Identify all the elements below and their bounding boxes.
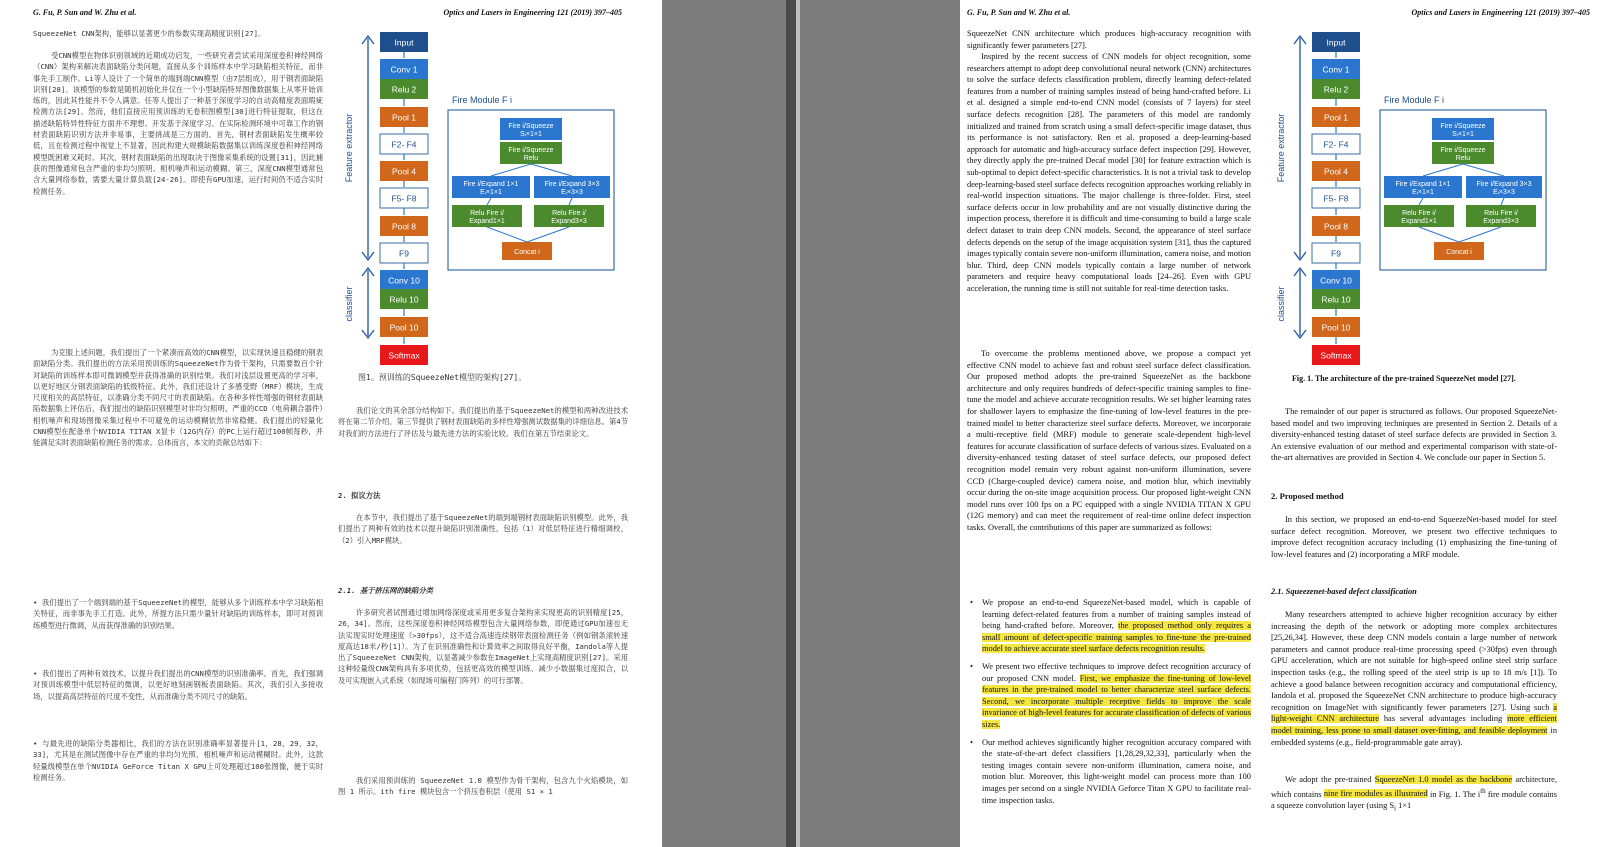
layer-label: F5- F8 xyxy=(391,193,417,204)
feature-extractor-label: Feature extractor xyxy=(1276,113,1286,183)
layer-label: Conv 1 xyxy=(390,64,418,75)
layer-label: Conv 1 xyxy=(1322,64,1350,75)
right-header-authors: G. Fu, P. Sun and W. Zhu et al. xyxy=(967,8,1071,17)
layer-label: Pool 8 xyxy=(391,221,417,232)
concat-box-label: Concat i xyxy=(1446,248,1472,256)
layer-label: Relu 2 xyxy=(1323,84,1349,95)
right-header-journal: Optics and Lasers in Engineering 121 (2019) 397–405 xyxy=(1411,8,1590,17)
layer-label: Relu 2 xyxy=(391,84,417,95)
layer-label: F9 xyxy=(399,248,409,259)
squeezenet-architecture-diagram xyxy=(1272,28,1562,373)
layer-label: F2- F4 xyxy=(391,139,417,150)
layer-label: Pool 8 xyxy=(1323,221,1349,232)
highlight[interactable]: more efficient model training, less prone to small dataset over-fitting, and feasible deployment xyxy=(1271,714,1557,735)
left-sec21-p1: 许多研究者试图通过增加网络深度或采用更多复合架构来实现更高的识别精度[25，26，34]。然而，这些深度卷积神经网络模型包含大量网络参数，即使通过GPU加速也无法实现实时处理速度（>30fps），这不适合高速连续钢带表面检测任务（例如钢条滚转速度高达18米/秒[1]）。为了在识别准确性和计算效率之间取得良好平衡，Iandola等人提出了SqueezeNet CNN架构，以显著减少参数在ImageNet上实现高精度识别[27]。采用这种轻量级CNN架构具有多项优势，包括更高效的模型训练、减少小数据集过度拟合，以及可实现嵌入式系统（如现场可编程门阵列）的可行部署。 xyxy=(338,608,628,685)
fire-connectors xyxy=(487,164,572,242)
left-para1: 受CNN模型在物体识别领域的近期成功启发，一些研究者尝试采用深度卷积神经网络（CNN）架构来解决表面缺陷分类问题，直接从多个训练样本中学习缺陷相关特征，而非事先手工制作。Li等人设计了一个简单的端到端CNN模型（由7层组成），用于钢表面缺陷识别[28]。该模型的参数是随机初始化并仅在一个小型缺陷特异图像数据集上从零开始训练的，因此其性能并不令人满意。任等人提出了一种基于深度学习的自动高精度表面瑕疵检测方法[29]。然而，他们直接应用预训练的无卷积图模型[30]进行特征提取，但这在描述缺陷特异性特征方面并不理想。开发基于深度学习、在实际检测环境中可靠工作的钢材表面缺陷识别方法并非易事，主要挑战是三方面的。首先，钢材表面缺陷发生概率较低，且在检测过程中视觉上不显著，因此构建大规模缺陷数据集以训练深度卷积神经网络模型既困难又耗时。其次，钢材表面缺陷的出现取决于图像采集系统的设置[31]，因此捕获的图像通常包含严重的非均匀照明、相机噪声和运动模糊。第三，深度CNN模型通常包含大量网络参数，需要大量计算负载[24-26]。即使有GPU加速，运行时间仍不适合实时检测任务。 xyxy=(33,51,323,196)
highlight[interactable]: SqueezeNet 1.0 model as the backbone xyxy=(1374,775,1513,784)
concat-box-label: Concat i xyxy=(514,248,540,256)
layer-label: Conv 10 xyxy=(388,275,420,286)
classifier-bracket xyxy=(1294,268,1306,338)
expand1-box-label: Fire i/Expand 1×1 Eᵢ×1×1 xyxy=(1395,180,1451,197)
feature-extractor-bracket xyxy=(362,36,374,260)
fire-connectors xyxy=(1419,164,1504,242)
classifier-label: classifier xyxy=(1276,286,1286,322)
left-figure-1 xyxy=(340,28,630,373)
viewer-split-edge xyxy=(796,0,800,847)
right-bullet-2: • We present two effective techniques to improve defect recognition accuracy of our proposed CNN model. First, we emphasize the fine-tuning of low-level features in the pre-trained model to better characterize steel surface defects. Second, we incorporate multiple receptive fields to improve the scale invariance of high-level features for accurate classification of defects of various sizes. xyxy=(970,661,1251,731)
left-page[interactable] xyxy=(0,0,662,847)
squeezenet-architecture-diagram xyxy=(340,28,630,373)
viewer-gutter xyxy=(662,0,960,847)
layer-label: Input xyxy=(394,37,414,48)
left-sec2-title: 2. 拟议方法 xyxy=(338,491,381,500)
right-sec2-title: 2. Proposed method xyxy=(1271,491,1344,501)
left-intro-line: SqueezeNet CNN架构，能够以显著更少的参数实现高精度识别[27]。 xyxy=(33,29,266,38)
right-para1: Inspired by the recent success of CNN models for object recognition, some researchers attempt to adopt deep convolutional neural network (CNN) architectures to solve the surface defects classification problem, directly learning defect-related features from a number of training samples instead of being hand-crafted before. Li et al. designed a simple end-to-end CNN model (consists of 7 layers) for steel surface defects recognition [28]. The parameters of this model are randomly initialized and trained from scratch using a small defect-specific image dataset, thus its performance is not satisfactory. Ren et al. proposed a deep-learning-based approach for automatic and high-accuracy surface defect inspection [29]. However, they directly apply the pre-trained Decaf model [30] for feature extraction which is sub-optimal to depict defect-specific characteristics. It is not a trivial task to develop deep-learning-based steel surface defects recognition approaches working reliably in real-world inspection situations. The major challenge is three-folder. First, steel surface defects occur in low probability and are not visually distinctive during the inspection process, therefore it is difficult and time-consuming to build a large scale defect dataset to train deep CNN models. Second, the appearance of steel surface defects depends on the setup of the image acquisition system [31], thus the captured images typically contain severe non-uniform illumination, camera noise, and motion blur. Third, deep CNN models typically contain a large number of network parameters and require heavy computational loads [24–26]. Even with GPU acceleration, the running time is still not suitable for real-time detection tasks. xyxy=(967,52,1251,293)
layer-label: Pool 10 xyxy=(1321,322,1351,333)
left-fig-caption: 图1。预训练的SqueezeNet模型的架构[27]。 xyxy=(358,373,527,382)
fire-module-title: Fire Module F i xyxy=(452,95,513,105)
feature-extractor-bracket xyxy=(1294,36,1306,260)
right-para2: To overcome the problems mentioned above, we propose a compact yet effective CNN model to achieve fast and robust steel surface defect classification. Our proposed method adopts the pre-trained SqueezeNet as the backbone architecture and only requires hundreds of defect-specific training samples to fine-tune the model and achieve accurate recognition results. We set higher learning rates for shallower layers to emphasize the fine-tuning of low-level features in the pre-trained model to better characterize steel surface defects. Moreover, we incorporate a multi-receptive field (MRF) module to generate scale-dependent high-level features for accurate classification of surface defects of various sizes. Evaluated on a diversity-enhanced testing dataset of steel surface defects, our proposed defect recognition model remain very robust against non-uniform illumination, severe CCD (Charge-coupled device) camera noise, and motion blur, which inevitably occur during the on-site image acquisition process. Our proposed light-weight CNN model runs over 100 fps on a PC equipped with a single NVIDIA TITAN X GPU (12G memory) and can meet the requirement of real-time online defect inspection tasks. Overall, the contributions of this paper are summarized as follows: xyxy=(967,349,1251,532)
right-bullet-1: • We propose an end-to-end SqueezeNet-based model, which is capable of learning defect-related features from a number of training samples instead of being hand-crafted before. Moreover, the proposed method only requires a small amount of defect-specific training samples to fine-tune the pre-trained model to achieve accurate steel surface defects recognition results. xyxy=(970,597,1251,655)
highlight[interactable]: a light-weight CNN architecture xyxy=(1271,702,1557,724)
layer-label: Conv 10 xyxy=(1320,275,1352,286)
left-sec21-p2: 我们采用预训练的 SqueezeNet 1.0 模型作为骨干架构，包含九个火焰模块，如图 1 所示。ith fire 模块包含一个挤压卷积层（使用 S1 × 1 xyxy=(338,776,628,797)
expand3-box-label: Fire i/Expand 3×3 Eᵢ×3×3 xyxy=(1476,180,1532,197)
left-para2: 为克服上述问题，我们提出了一个紧凑而高效的CNN模型，以实现快速且稳健的钢表面缺陷分类。我们提出的方法采用预训练的SqueezeNet作为骨干架构，只需要数百个针对缺陷的训练样本即可微调模型并获得准确的识别结果。我们对浅层设置更高的学习率，以更好地区分钢表面缺陷的低级特征。此外，我们还设计了多感受野（MRF）模块，生成尺度相关的高层特征，以准确分类不同尺寸的表面缺陷。在各种多样性增强的钢材表面缺陷数据集上评估后，我们提出的缺陷识别模型对非均匀照明、严重的CCD（电荷耦合器件）相机噪声和现场图像采集过程中不可避免的运动模糊依然非常稳健。我们提出的轻量化CNN模型在配备单个NVIDIA TITAN X显卡（12G内存）的PC上运行超过100帧每秒，并能满足实时表面缺陷检测任务的需求。总体而言，本文的贡献总结如下： xyxy=(33,348,323,448)
left-sec2-intro: 在本节中，我们提出了基于SqueezeNet的端到端钢材表面缺陷识别模型。此外，我们提出了两种有效的技术以提升缺陷识别准确性，包括（1）对低层特征进行精细调校，（2）引入MRF模块。 xyxy=(338,513,628,545)
right-intro-line: SqueezeNet CNN architecture which produces high-accuracy recognition with significantly fewer parameters [27]. xyxy=(967,29,1251,50)
layer-label: Pool 1 xyxy=(391,112,417,123)
highlight[interactable]: nine fire modules as illustrated xyxy=(1323,789,1428,799)
right-para-structure: The remainder of our paper is structured as follows. Our proposed SqueezeNet-based model and two improving techniques are presented in Section 2. Details of a diversity-enhanced testing dataset of steel surface defects are provided in Section 3. An extensive evaluation of our method and experimental comparison with state-of-the-art alternatives are provided in Section 4. We conclude our paper in Section 5. xyxy=(1271,407,1557,463)
relu-expand3-box-label: Relu Fire i/ Expand3×3 xyxy=(1483,209,1519,226)
left-header-authors: G. Fu, P. Sun and W. Zhu et al. xyxy=(33,8,137,17)
relu-expand1-box-label: Relu Fire i/ Expand1×1 xyxy=(469,209,505,226)
layer-label: Pool 1 xyxy=(1323,112,1349,123)
layer-label: Relu 10 xyxy=(389,294,419,305)
layer-label: Relu 10 xyxy=(1321,294,1351,305)
layer-label: Softmax xyxy=(1320,350,1352,361)
layer-label: Pool 10 xyxy=(389,322,419,333)
left-header-journal: Optics and Lasers in Engineering 121 (2019) 397–405 xyxy=(443,8,622,17)
layer-label: Pool 4 xyxy=(1323,166,1349,177)
relu-expand3-box-label: Relu Fire i/ Expand3×3 xyxy=(551,209,587,226)
expand3-box-label: Fire i/Expand 3×3 Eᵢ×3×3 xyxy=(544,180,600,197)
fire-module-title: Fire Module F i xyxy=(1384,95,1445,105)
squeeze-relu-box-label: Fire i/Squeeze Relu xyxy=(1440,146,1486,163)
left-bullet-2: • 我们提出了两种有效技术，以提升我们提出的CNN模型的识别准确率。首先，我们强调对预训练模型中低层特征的微调，以更好地刻画钢板表面缺陷。其次，我们引入多接收场，以提高高层特征的尺度不变性，从而准确分类不同尺寸的缺陷。 xyxy=(33,669,323,701)
feature-extractor-label: Feature extractor xyxy=(344,113,354,183)
viewer-split-handle[interactable] xyxy=(786,0,796,847)
layer-label: Softmax xyxy=(388,350,420,361)
classifier-bracket xyxy=(362,268,374,338)
left-para-structure: 我们论文的其余部分结构如下。我们提出的基于SqueezeNet的模型和两种改进技术将在第二节介绍。第三节提供了钢材表面缺陷的多样性增强测试数据集的详细信息。第4节对我们的方法进行了评估及与最先进方法的实验比较。我们在第五节结束论文。 xyxy=(338,406,628,438)
layer-label: F2- F4 xyxy=(1323,139,1349,150)
layer-label: Input xyxy=(1326,37,1346,48)
right-contributions-list xyxy=(970,597,1251,812)
layer-label: F5- F8 xyxy=(1323,193,1349,204)
layer-label: F9 xyxy=(1331,248,1341,259)
highlight[interactable]: the proposed method only requires a small amount of defect-specific training samples to fine-tune the pre-trained model to achieve accurate steel surface defects recognition results. xyxy=(982,621,1251,654)
classifier-label: classifier xyxy=(344,286,354,322)
squeeze-box-label: Fire i/Squeeze Sᵢ×1×1 xyxy=(1440,122,1486,139)
right-sec21-p2: We adopt the pre-trained SqueezeNet 1.0 model as the backbone architecture, which contains nine fire modules as illustrated in Fig. 1. The $i^{th}$ fire module contains a squeeze convolution layer (using $S_i$ 1×1 xyxy=(1271,775,1557,813)
squeeze-relu-box-label: Fire i/Squeeze Relu xyxy=(508,146,554,163)
right-figure-1 xyxy=(1272,28,1562,373)
layer-label: Pool 4 xyxy=(391,166,417,177)
squeeze-box-label: Fire i/Squeeze Sᵢ×1×1 xyxy=(508,122,554,139)
right-sec2-intro: In this section, we proposed an end-to-end SqueezeNet-based model for steel surface defect recognition. Moreover, we present two effective techniques to improve defect recognition accuracy including (1) emphasizing the fine-tuning of low-level features and (2) incorporating a MRF module. xyxy=(1271,515,1557,559)
left-sec21-title: 2.1. 基于挤压网的缺陷分类 xyxy=(338,586,433,595)
right-bullet-3: • Our method achieves significantly higher recognition accuracy compared with the state-of-the-art defect classifiers [1,28,29,32,33], particularly when the testing images contain severe non-uniform illumination, camera noise, and motion blur. Moreover, this light-weight model can process more than 100 images per second on a single NVIDIA Geforce Titan X GPU to facilitate real-time inspection tasks. xyxy=(970,737,1251,807)
right-sec21-p1: Many researchers attempted to achieve higher recognition accuracy by either increasing the depth of the network or adopting more complex architectures [25,26,34]. However, these deep CNN models contain a large number of network parameters and cannot produce real-time processing speed (>30fps) even through GPU acceleration, which are not suitable for high-speed online steel strip surface inspection tasks (e.g., the rolling speed of the steel strip is up to 18 m/s [1]). To achieve a good balance between recognition accuracy and computational efficiency, Iandola et al. proposed the SqueezeNet CNN architecture to produce high-accuracy recognition on ImageNet with significantly fewer parameters [27]. Using such a light-weight CNN architecture has several advantages including more efficient model training, less prone to small dataset over-fitting, and feasible deployment in embedded systems (e.g., field-programmable gate array). xyxy=(1271,610,1557,747)
right-fig-caption: Fig. 1. The architecture of the pre-trained SqueezeNet model [27]. xyxy=(1292,374,1516,383)
relu-expand1-box-label: Relu Fire i/ Expand1×1 xyxy=(1401,209,1437,226)
highlight[interactable]: First, we emphasize the fine-tuning of low-level features in the pre-trained model to better characterize steel surface defects. Second, we incorporate multiple receptive fields to improve the scale invariance of high-level features for accurate classification of defects of various sizes. xyxy=(982,673,1251,729)
left-bullet-3: • 与最先进的缺陷分类器相比，我们的方法在识别准确率显著提升[1，28，29，32，33]，尤其是在测试图像中存在严重的非均匀光照、相机噪声和运动模糊时。此外，这款轻量级模型在单个NVIDIA GeForce Titan X GPU上可处理超过100张图像，便于实时检测任务。 xyxy=(33,739,323,782)
left-bullet-1: • 我们提出了一个端到端的基于SqueezeNet的模型，能够从多个训练样本中学习缺陷相关特征，而非事先手工打造。此外，所提方法只需少量针对缺陷的训练样本，即可对预训练模型进行微调，从而获得准确的识别结果。 xyxy=(33,598,323,630)
right-sec21-title: 2.1. Squeezenet-based defect classification xyxy=(1271,587,1417,596)
right-page[interactable] xyxy=(960,0,1618,847)
expand1-box-label: Fire i/Expand 1×1 Eᵢ×1×1 xyxy=(463,180,519,197)
